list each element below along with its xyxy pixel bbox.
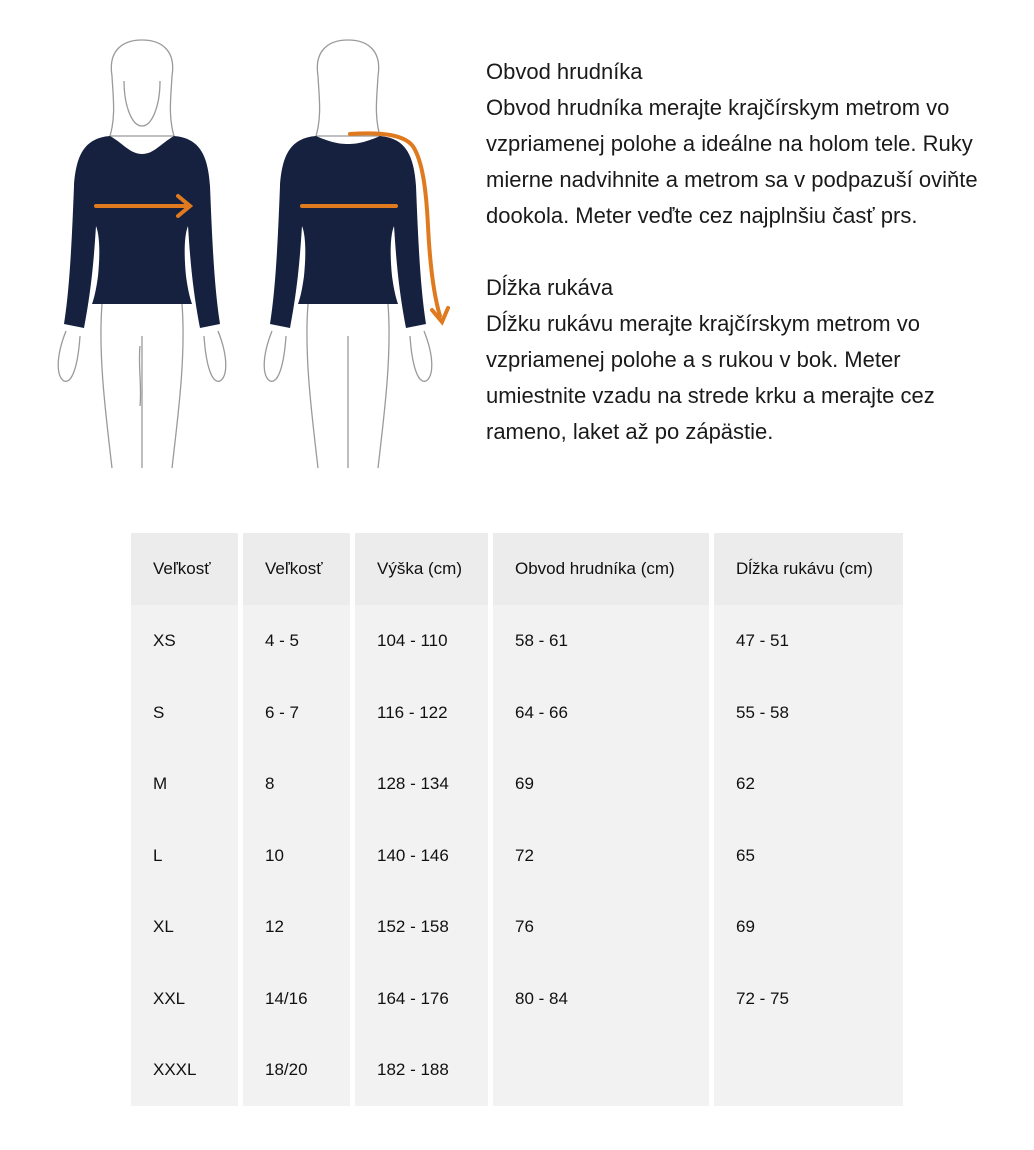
table-cell: 182 - 188 bbox=[377, 1060, 449, 1079]
front-shirt bbox=[64, 136, 220, 328]
table-cell: 69 bbox=[515, 774, 534, 793]
table-cell: S bbox=[153, 703, 165, 722]
table-cell: 18/20 bbox=[265, 1060, 308, 1079]
chest-guide-title: Obvod hrudníka bbox=[486, 59, 643, 84]
table-column bbox=[131, 533, 238, 1106]
table-column bbox=[355, 533, 488, 1106]
table-cell: XXL bbox=[153, 989, 186, 1008]
figures-svg bbox=[50, 36, 450, 476]
table-header: Obvod hrudníka (cm) bbox=[515, 559, 675, 578]
sleeve-guide-title: Dĺžka rukáva bbox=[486, 275, 614, 300]
table-cell: XL bbox=[153, 917, 174, 936]
back-shirt bbox=[270, 136, 426, 328]
table-cell: 10 bbox=[265, 846, 284, 865]
table-cell: 64 - 66 bbox=[515, 703, 568, 722]
table-cell: 128 - 134 bbox=[377, 774, 449, 793]
table-cell: 58 - 61 bbox=[515, 631, 568, 650]
table-cell: 62 bbox=[736, 774, 755, 793]
table-cell: L bbox=[153, 846, 163, 865]
sleeve-guide-text: Dĺžku rukávu merajte krajčírskym metrom vo vzpriamenej polohe a s rukou v bok. Meter umiestnite vzadu na strede krku a merajte cez rameno, laket až po zápästie. bbox=[486, 311, 935, 444]
table-cell: XXXL bbox=[153, 1060, 197, 1079]
table-cell: 152 - 158 bbox=[377, 917, 449, 936]
chest-guide-text: Obvod hrudníka merajte krajčírskym metrom vo vzpriamenej polohe a ideálne na holom tele. Ruky mierne nadvihnite a metrom sa v podpazuší oviňte dookola. Meter veďte cez najplnšiu časť prs. bbox=[486, 95, 978, 228]
table-header: Výška (cm) bbox=[377, 559, 462, 578]
table-cell: 47 - 51 bbox=[736, 631, 789, 650]
table-cell: XS bbox=[153, 631, 176, 650]
table-cell: 12 bbox=[265, 917, 284, 936]
table-cell: M bbox=[153, 774, 168, 793]
table-cell: 164 - 176 bbox=[377, 989, 449, 1008]
table-cell: 55 - 58 bbox=[736, 703, 789, 722]
table-header: Veľkosť bbox=[153, 559, 211, 578]
table-cell: 8 bbox=[265, 774, 275, 793]
measurement-guide bbox=[486, 54, 1006, 450]
table-header: Veľkosť bbox=[265, 559, 323, 578]
table-cell: 14/16 bbox=[265, 989, 308, 1008]
table-cell: 80 - 84 bbox=[515, 989, 568, 1008]
table-cell: 69 bbox=[736, 917, 755, 936]
size-table bbox=[131, 533, 903, 1106]
table-cell: 104 - 110 bbox=[377, 631, 448, 650]
table-cell: 4 - 5 bbox=[265, 631, 300, 650]
table-cell: 72 bbox=[515, 846, 534, 865]
table-cell: 6 - 7 bbox=[265, 703, 300, 722]
sleeve-guide bbox=[486, 270, 1006, 450]
chest-guide bbox=[486, 54, 1006, 234]
table-cell: 65 bbox=[736, 846, 755, 865]
table-column bbox=[714, 533, 903, 1106]
table-column bbox=[243, 533, 350, 1106]
table-cell: 76 bbox=[515, 917, 534, 936]
table-column bbox=[493, 533, 709, 1106]
table-cell: 72 - 75 bbox=[736, 989, 789, 1008]
table-header: Dĺžka rukávu (cm) bbox=[736, 559, 873, 578]
table-cell: 116 - 122 bbox=[377, 703, 448, 722]
table-cell: 140 - 146 bbox=[377, 846, 449, 865]
measurement-illustration bbox=[50, 36, 450, 476]
